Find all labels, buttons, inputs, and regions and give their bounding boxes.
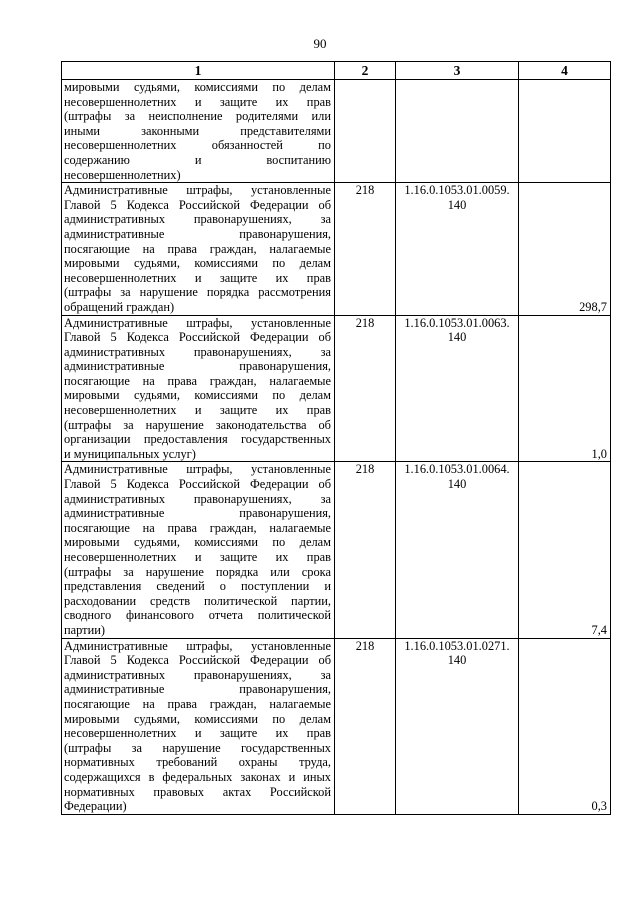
description-line: мировыми судьями, комиссиями по делам <box>64 256 331 271</box>
column-header-3: 3 <box>396 62 519 80</box>
description-line: несовершеннолетних и защите их прав <box>64 270 331 285</box>
description-line: посягающие на права граждан, налагаемые <box>64 373 331 388</box>
description-line: административные правонарушения, <box>64 226 331 241</box>
description-line: посягающие на права граждан, налагаемые <box>64 520 331 535</box>
table-row <box>62 462 611 638</box>
description-line: несовершеннолетних и защите их прав <box>64 403 331 418</box>
description-line: Административные штрафы, установленные <box>64 315 331 330</box>
description-line: мировыми судьями, комиссиями по делам <box>64 80 331 94</box>
description-line: содержанию и воспитанию <box>64 152 331 167</box>
budget-code-line: 140 <box>447 197 467 212</box>
budget-code-cell <box>396 315 519 462</box>
description-line: несовершеннолетних и защите их прав <box>64 726 331 741</box>
description-line: мировыми судьями, комиссиями по делам <box>64 535 331 550</box>
description-line: Административные штрафы, установленные <box>64 183 331 198</box>
description-line: (штрафы за нарушение законодательства об <box>64 417 331 432</box>
budget-code-line: 140 <box>447 477 467 492</box>
description-line: административные правонарушения, <box>64 359 331 374</box>
description-line: партии) <box>64 622 105 637</box>
budget-code-line: 1.16.0.1053.01.0271. <box>404 638 510 653</box>
budget-code-line: 140 <box>447 330 467 345</box>
amount-cell: 0,3 <box>519 638 611 814</box>
admin-code-cell: 218 <box>335 183 396 315</box>
description-line: Главой 5 Кодекса Российской Федерации об <box>64 330 331 345</box>
description-cell <box>62 638 335 814</box>
budget-code-cell <box>396 462 519 638</box>
description-line: административных правонарушениях, за <box>64 212 331 227</box>
description-line: обращений граждан) <box>64 299 175 314</box>
description-line: (штрафы за нарушение государственных <box>64 740 331 755</box>
description-line: содержащихся в федеральных законах и иных <box>64 769 331 784</box>
page-number: 90 <box>313 36 327 51</box>
description-line: административных правонарушениях, за <box>64 491 331 506</box>
description-line: административных правонарушениях, за <box>64 344 331 359</box>
description-line: Административные штрафы, установленные <box>64 638 331 653</box>
description-line: представления сведений о поступлении и <box>64 579 331 594</box>
description-line: сводного финансового отчета политической <box>64 608 331 623</box>
table-row <box>62 315 611 462</box>
description-line: несовершеннолетних) <box>64 167 181 182</box>
column-header-2: 2 <box>335 62 396 80</box>
description-line: Главой 5 Кодекса Российской Федерации об <box>64 197 331 212</box>
description-line: административных правонарушениях, за <box>64 667 331 682</box>
admin-code-cell: 218 <box>335 462 396 638</box>
description-cell <box>62 315 335 462</box>
description-line: расходовании средств политической партии, <box>64 593 331 608</box>
description-line: (штрафы за нарушение порядка рассмотрения <box>64 285 331 300</box>
admin-code-cell: 218 <box>335 315 396 462</box>
table-row <box>62 80 611 183</box>
description-line: посягающие на права граждан, налагаемые <box>64 696 331 711</box>
admin-code-cell <box>335 80 396 183</box>
description-line: несовершеннолетних и защите их прав <box>64 94 331 109</box>
table-row <box>62 638 611 814</box>
description-line: Главой 5 Кодекса Российской Федерации об <box>64 477 331 492</box>
amount-cell: 7,4 <box>519 462 611 638</box>
budget-code-line: 1.16.0.1053.01.0063. <box>404 315 510 330</box>
description-line: несовершеннолетних и защите их прав <box>64 550 331 564</box>
budget-code-line: 1.16.0.1053.01.0064. <box>404 462 510 477</box>
amount-cell: 298,7 <box>519 183 611 315</box>
description-line: административные правонарушения, <box>64 682 331 697</box>
description-line: Главой 5 Кодекса Российской Федерации об <box>64 653 331 668</box>
description-line: Федерации) <box>64 799 127 814</box>
description-line: посягающие на права граждан, налагаемые <box>64 241 331 256</box>
description-line: (штрафы за нарушение порядка или срока <box>64 564 331 579</box>
description-line: иными законными представителями <box>64 123 331 138</box>
description-cell <box>62 80 335 183</box>
table-row <box>62 183 611 315</box>
description-line: административные правонарушения, <box>64 506 331 521</box>
budget-code-cell <box>396 638 519 814</box>
description-cell <box>62 462 335 638</box>
description-line: и муниципальных услуг) <box>64 446 196 461</box>
revenue-table <box>61 61 611 815</box>
budget-code-line: 140 <box>447 653 467 668</box>
amount-cell: 1,0 <box>519 315 611 462</box>
description-line: организации предоставления государственных <box>64 432 331 447</box>
description-line: мировыми судьями, комиссиями по делам <box>64 711 331 726</box>
description-line: (штрафы за неисполнение родителями или <box>64 109 331 124</box>
description-line: мировыми судьями, комиссиями по делам <box>64 388 331 403</box>
description-line: нормативных правовых актах Российской <box>64 784 331 799</box>
column-header-4: 4 <box>519 62 611 80</box>
column-header-1: 1 <box>62 62 335 80</box>
amount-cell <box>519 80 611 183</box>
budget-code-cell <box>396 80 519 183</box>
budget-code-line: 1.16.0.1053.01.0059. <box>404 183 510 198</box>
table-header-row <box>62 62 611 80</box>
budget-code-cell <box>396 183 519 315</box>
description-line: Административные штрафы, установленные <box>64 462 331 477</box>
description-line: нормативных требований охраны труда, <box>64 755 331 770</box>
admin-code-cell: 218 <box>335 638 396 814</box>
description-cell <box>62 183 335 315</box>
description-line: несовершеннолетних обязанностей по <box>64 138 331 153</box>
